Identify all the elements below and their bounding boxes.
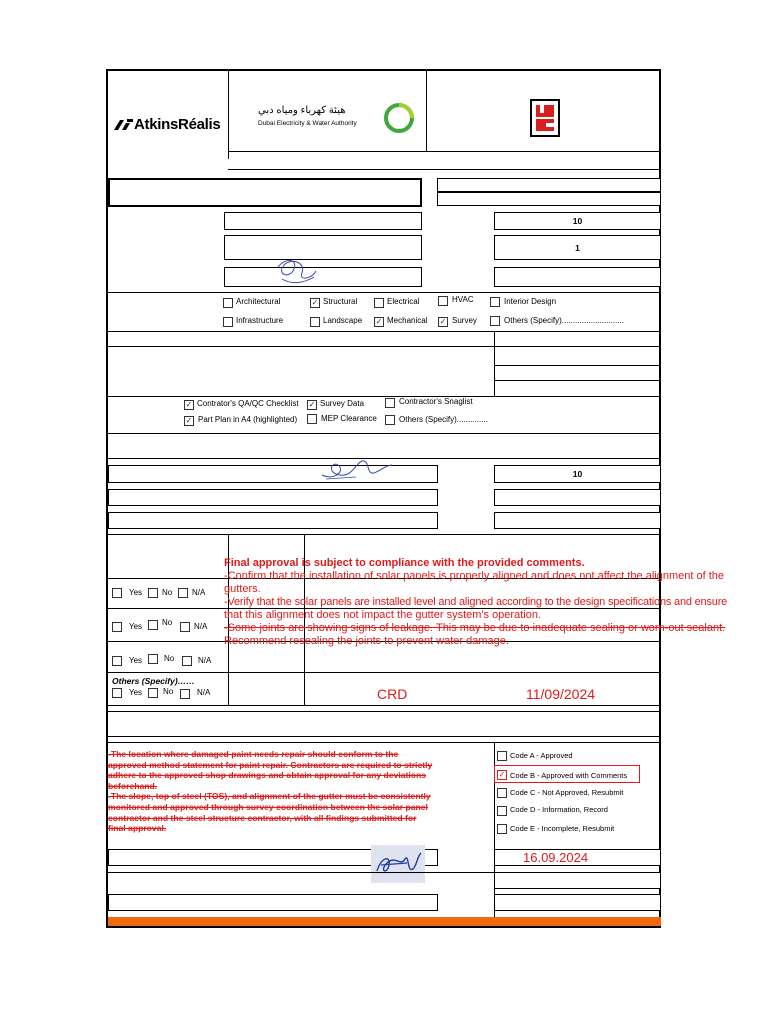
field-final-date[interactable]: [494, 849, 661, 866]
checkbox-na-2[interactable]: [180, 622, 190, 632]
label-no-2: No: [162, 618, 173, 627]
accent-bar: [108, 917, 661, 926]
label-part-plan: Part Plan in A4 (highlighted): [198, 415, 298, 424]
final-comment-line-6: monitored and approved through survey coordination between the solar panel: [108, 801, 428, 812]
label-no-1: No: [162, 588, 173, 597]
field-6[interactable]: [108, 489, 438, 506]
final-comments: [108, 749, 494, 834]
comment-line-2a: -Verify that the solar panels are installed level and aligned according to the design specifications and ensure: [224, 596, 728, 608]
checkbox-part-plan[interactable]: ✓: [185, 416, 193, 425]
label-qaqc: Contrator's QA/QC Checklist: [197, 399, 299, 408]
review-date: 11/09/2024: [526, 686, 596, 702]
field-top-value-2[interactable]: [494, 235, 661, 260]
label-survey: Survey: [452, 316, 477, 325]
label-snaglist: Contractor's Snaglist: [399, 397, 473, 406]
label-mechanical: Mechanical: [387, 316, 428, 325]
checkbox-snaglist[interactable]: [385, 398, 395, 408]
comment-line-3b: Recommend resealing the joints to prevent water damage.: [224, 635, 509, 647]
checkbox-code-e[interactable]: [497, 824, 507, 834]
final-comment-line-8: final approval.: [108, 823, 167, 834]
checkbox-code-a[interactable]: [497, 751, 507, 761]
unec-logo-icon: [530, 99, 560, 137]
checkbox-electrical[interactable]: [374, 298, 384, 308]
checkbox-no-4[interactable]: [148, 688, 158, 698]
checkbox-mep-clearance[interactable]: [307, 414, 317, 424]
final-comment-line-1: -The location where damaged paint needs repair should conform to the: [108, 749, 399, 759]
label-hvac: HVAC: [452, 295, 474, 304]
checkbox-no-2[interactable]: [148, 620, 158, 630]
dewa-logo: [254, 99, 424, 139]
label-yes-2: Yes: [129, 622, 143, 631]
checkbox-infrastructure[interactable]: [223, 317, 233, 327]
submittal-form: [106, 69, 661, 928]
checkbox-na-3[interactable]: [182, 656, 192, 666]
field-2[interactable]: [224, 235, 422, 260]
checkbox-landscape[interactable]: [310, 317, 320, 327]
checkbox-yes-4[interactable]: [112, 688, 122, 698]
comment-line-2b: that this alignment does not impact the gutter system's operation.: [224, 609, 541, 621]
project-title-box[interactable]: [108, 178, 422, 207]
checkbox-survey-data[interactable]: ✓: [308, 400, 316, 409]
final-comment-line-7: contractor and the steel structure contractor, with all findings submitted for: [108, 812, 417, 823]
checkbox-qaqc[interactable]: ✓: [185, 400, 193, 409]
label-others-attach: Others (Specify)..............: [399, 415, 488, 424]
signature-2-icon: [316, 451, 396, 485]
field-mid-value[interactable]: [494, 465, 661, 483]
field-7[interactable]: [494, 489, 661, 506]
checkbox-survey[interactable]: ✓: [439, 317, 447, 326]
ref-box-1[interactable]: [437, 178, 661, 192]
label-yes-4: Yes: [129, 688, 143, 697]
checkbox-yes-3[interactable]: [112, 656, 122, 666]
label-yes-3: Yes: [129, 656, 143, 665]
top-value-2: 1: [575, 243, 580, 253]
label-interior-design: Interior Design: [504, 297, 557, 306]
label-code-c: Code C - Not Approved, Resubmit: [510, 788, 624, 797]
top-value-1: 10: [572, 216, 583, 226]
checkbox-no-1[interactable]: [148, 588, 158, 598]
final-date: 16.09.2024: [523, 850, 589, 865]
signature-3-icon: [371, 845, 425, 883]
label-others-discipline: Others (Specify)............................: [504, 316, 625, 325]
checkbox-interior-design[interactable]: [490, 297, 500, 307]
code-b-highlight: [494, 765, 640, 783]
final-comment-line-3: adhere to the approved shop drawings and obtain approval for any deviations: [108, 770, 427, 781]
field-3[interactable]: [224, 267, 422, 287]
checkbox-code-c[interactable]: [497, 788, 507, 798]
label-na-3: N/A: [198, 656, 212, 665]
label-architectural: Architectural: [236, 297, 281, 306]
label-electrical: Electrical: [387, 297, 420, 306]
label-code-d: Code D - Information, Record: [510, 805, 608, 814]
checkbox-others-attach[interactable]: [385, 415, 395, 425]
comment-headline: Final approval is subject to compliance with the provided comments.: [224, 557, 585, 569]
label-landscape: Landscape: [323, 316, 363, 325]
comment-line-3a: -Some joints are showing signs of leakage. This may be due to inadequate sealing or worn-out sealant.: [224, 622, 726, 634]
label-structural: Structural: [323, 297, 358, 306]
dewa-english-name: Dubai Electricity & Water Authority: [258, 120, 357, 127]
field-4[interactable]: [494, 267, 661, 287]
ref-box-2[interactable]: [437, 192, 661, 206]
label-mep-clearance: MEP Clearance: [321, 414, 377, 423]
field-13[interactable]: [494, 894, 661, 911]
checkbox-yes-1[interactable]: [112, 588, 122, 598]
label-na-1: N/A: [192, 588, 206, 597]
label-infrastructure: Infrastructure: [236, 316, 284, 325]
checkbox-na-4[interactable]: [180, 689, 190, 699]
checkbox-code-d[interactable]: [497, 806, 507, 816]
final-comment-line-5: -The slope, top of steel (TOS), and alignment of the gutter must be consistently: [108, 791, 431, 802]
dewa-ring-icon: [382, 101, 416, 135]
final-comment-line-2: approved method statement for paint repair. Contractors are required to strictly: [108, 759, 433, 770]
label-code-e: Code E - Incomplete, Resubmit: [510, 824, 615, 833]
atkins-logo-icon: [112, 117, 134, 133]
comment-line-1a: -Confirm that the installation of solar panels is properly aligned and does not affect the alignment of the: [224, 570, 724, 582]
field-top-value-1[interactable]: [494, 212, 661, 230]
review-comments: [224, 557, 768, 648]
final-comment-line-4: beforehand.: [108, 780, 158, 791]
checkbox-others-discipline[interactable]: [490, 316, 500, 326]
label-code-a: Code A - Approved: [510, 751, 573, 760]
checkbox-mechanical[interactable]: ✓: [375, 317, 383, 326]
signature-1-icon: [272, 257, 322, 289]
comment-line-1b: gutters.: [224, 583, 261, 595]
field-9[interactable]: [494, 512, 661, 529]
label-code-b: Code B - Approved with Comments: [510, 771, 628, 780]
checkbox-hvac[interactable]: [438, 296, 448, 306]
label-others-specify: Others (Specify)……: [112, 676, 195, 686]
dewa-arabic-name: هيئة كهرباء ومياه دبي: [258, 105, 346, 116]
field-11[interactable]: [494, 872, 661, 889]
label-yes-1: Yes: [129, 588, 143, 597]
field-1[interactable]: [224, 212, 422, 230]
checkbox-yes-2[interactable]: [112, 622, 122, 632]
label-survey-data: Survey Data: [320, 399, 365, 408]
field-8[interactable]: [108, 512, 438, 529]
atkins-logo: [112, 115, 228, 135]
label-na-2: N/A: [194, 622, 208, 631]
checkbox-no-3[interactable]: [148, 654, 158, 664]
checkbox-architectural[interactable]: [223, 298, 233, 308]
label-no-4: No: [163, 687, 174, 696]
label-no-3: No: [164, 654, 175, 663]
checkbox-structural[interactable]: ✓: [311, 298, 319, 307]
label-na-4: N/A: [197, 688, 211, 697]
mid-value: 10: [572, 469, 583, 479]
atkins-logo-text: AtkinsRéalis: [134, 116, 221, 133]
checkbox-na-1[interactable]: [178, 588, 188, 598]
field-12[interactable]: [108, 894, 438, 911]
checkbox-code-b[interactable]: ✓: [498, 770, 506, 779]
reviewer-name: CRD: [377, 686, 408, 702]
